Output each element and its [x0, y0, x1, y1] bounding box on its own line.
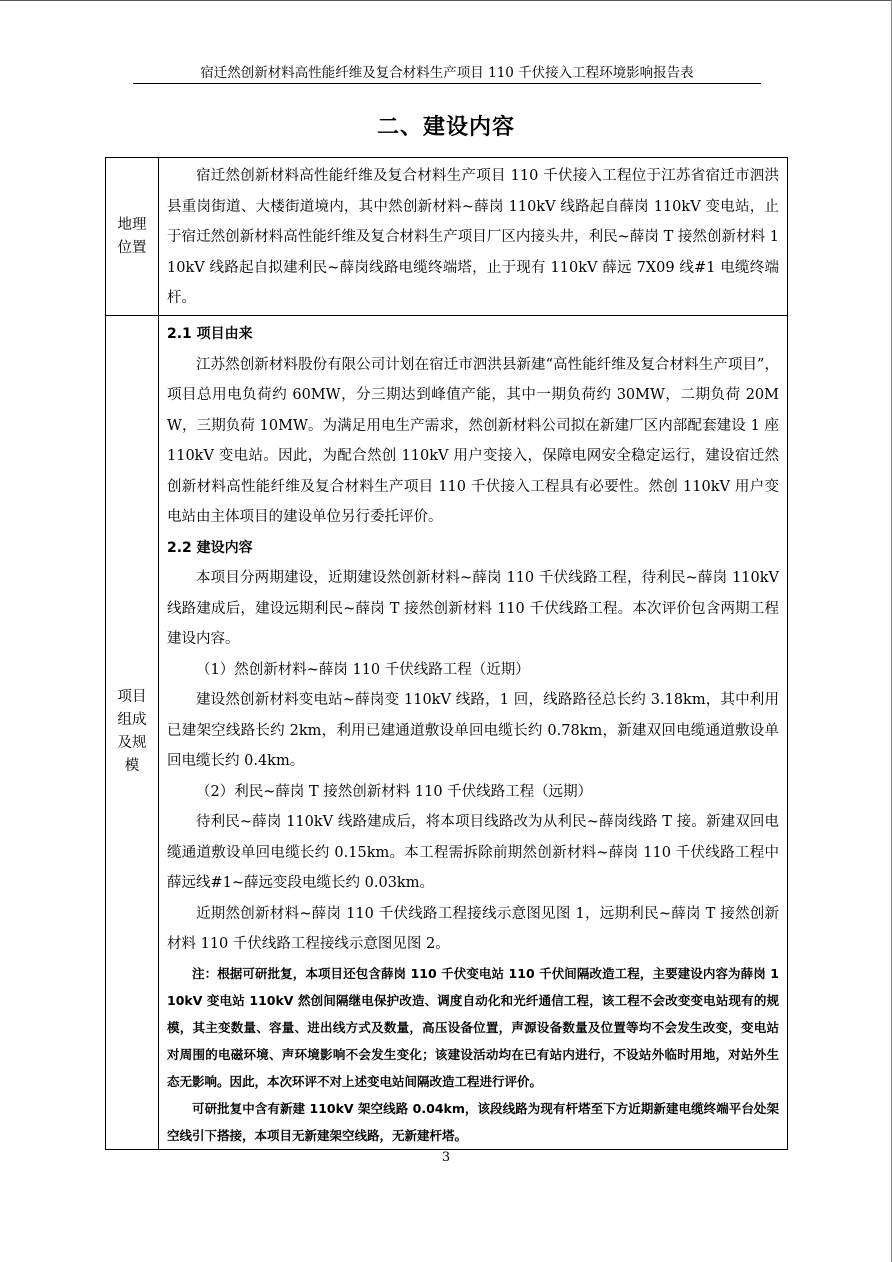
row-label-line: 组成	[117, 712, 147, 729]
location-cell	[159, 158, 788, 316]
row-label-scope	[106, 316, 159, 1150]
figure-reference-paragraph: 近期然创新材料~薛岗 110 千伏线路工程接线示意图见图 1，远期利民~薛岗 T 接然创新材料 110 千伏线路工程接线示意图见图 2。	[167, 905, 779, 952]
item1-title: （1）然创新材料~薛岗 110 千伏线路工程（近期）	[196, 661, 530, 678]
table-row-location	[106, 158, 788, 316]
header-rule	[133, 83, 761, 84]
scope-cell	[159, 316, 788, 1150]
subheading-origin: 2.1 项目由来	[167, 326, 253, 342]
content-paragraph: 本项目分两期建设，近期建设然创新材料~薛岗 110 千伏线路工程，待利民~薛岗 110kV 线路建成后，建设远期利民~薛岗 T 接然创新材料 110 千伏线路工程。本次评价包含两期工程建设内容。	[167, 570, 779, 647]
row-label-line: 项目	[117, 689, 147, 706]
running-header: 宿迁然创新材料高性能纤维及复合材料生产项目 110 千伏接入工程环境影响报告表	[200, 65, 694, 81]
row-label-line: 及规	[117, 735, 147, 752]
row-label-line: 位置	[117, 239, 147, 256]
content-table	[105, 157, 788, 1150]
row-label-line: 地理	[117, 216, 147, 233]
page-number: 3	[441, 1150, 451, 1165]
section-title: 二、建设内容	[376, 115, 515, 140]
subheading-content: 2.2 建设内容	[167, 539, 253, 556]
note-paragraph-2: 可研批复中含有新建 110kV 架空线路 0.04km，该段线路为现有杆塔至下方近期新建电缆终端平台处架空线引下搭接，本项目无新建架空线路，无新建杆塔。	[167, 1100, 779, 1143]
origin-paragraph: 江苏然创新材料股份有限公司计划在宿迁市泗洪县新建“高性能纤维及复合材料生产项目”，项目总用电负荷约 60MW，分三期达到峰值产能，其中一期负荷约 30MW，二期负荷 20MW，三期负荷 10MW。为满足用电生产需求，然创新材料公司拟在新建厂区内部配套建设 1 座 110kV 变电站。因此，为配合然创 110kV 用户变接入，保障电网安全稳定运行，建设宿迁然创新材料高性能纤维及复合材料生产项目 110 千伏接入工程具有必要性。然创 110kV 用户变电站由主体项目的建设单位另行委托评价。	[167, 356, 779, 525]
item1-paragraph: 建设然创新材料变电站~薛岗变 110kV 线路，1 回，线路路径总长约 3.18km，其中利用已建架空线路长约 2km，利用已建通道敷设单回电缆长约 0.78km，新建双回电缆通道敷设单回电缆长约 0.4km。	[167, 692, 779, 769]
note-paragraph: 注：根据可研批复，本项目还包含薛岗 110 千伏变电站 110 千伏间隔改造工程，主要建设内容为薛岗 110kV 变电站 110kV 然创间隔继电保护改造、调度自动化和光纤通信工程，该工程不会改变变电站现有的规模，其主变数量、容量、进出线方式及数量，高压设备位置，声源设备数量及位置等均不会发生改变，变电站对周围的电磁环境、声环境影响不会发生变化；该建设活动均在已有站内进行，不设站外临时用地，对站外生态无影响。因此，本次环评不对上述变电站间隔改造工程进行评价。	[167, 965, 779, 1089]
item2-paragraph: 待利民~薛岗 110kV 线路建成后，将本项目线路改为从利民~薛岗线路 T 接。新建双回电缆通道敷设单回电缆长约 0.15km。本工程需拆除前期然创新材料~薛岗 110 千伏线路工程中薛远线#1~薛远变段电缆长约 0.03km。	[167, 814, 779, 891]
row-label-line: 模	[124, 758, 140, 775]
page-top-edge	[0, 0, 892, 1]
row-label-location	[106, 158, 159, 316]
location-paragraph: 宿迁然创新材料高性能纤维及复合材料生产项目 110 千伏接入工程位于江苏省宿迁市泗洪县重岗街道、大楼街道境内，其中然创新材料~薛岗 110kV 线路起自薛岗 110kV 变电站，止于宿迁然创新材料高性能纤维及复合材料生产项目厂区内接头井，利民~薛岗 T 接然创新材料 110kV 线路起自拟建利民~薛岗线路电缆终端塔，止于现有 110kV 薛远 7X09 线#1 电缆终端杆。	[167, 168, 779, 306]
item2-title: （2）利民~薛岗 T 接然创新材料 110 千伏线路工程（远期）	[196, 783, 593, 800]
table-row-scope	[106, 316, 788, 1150]
